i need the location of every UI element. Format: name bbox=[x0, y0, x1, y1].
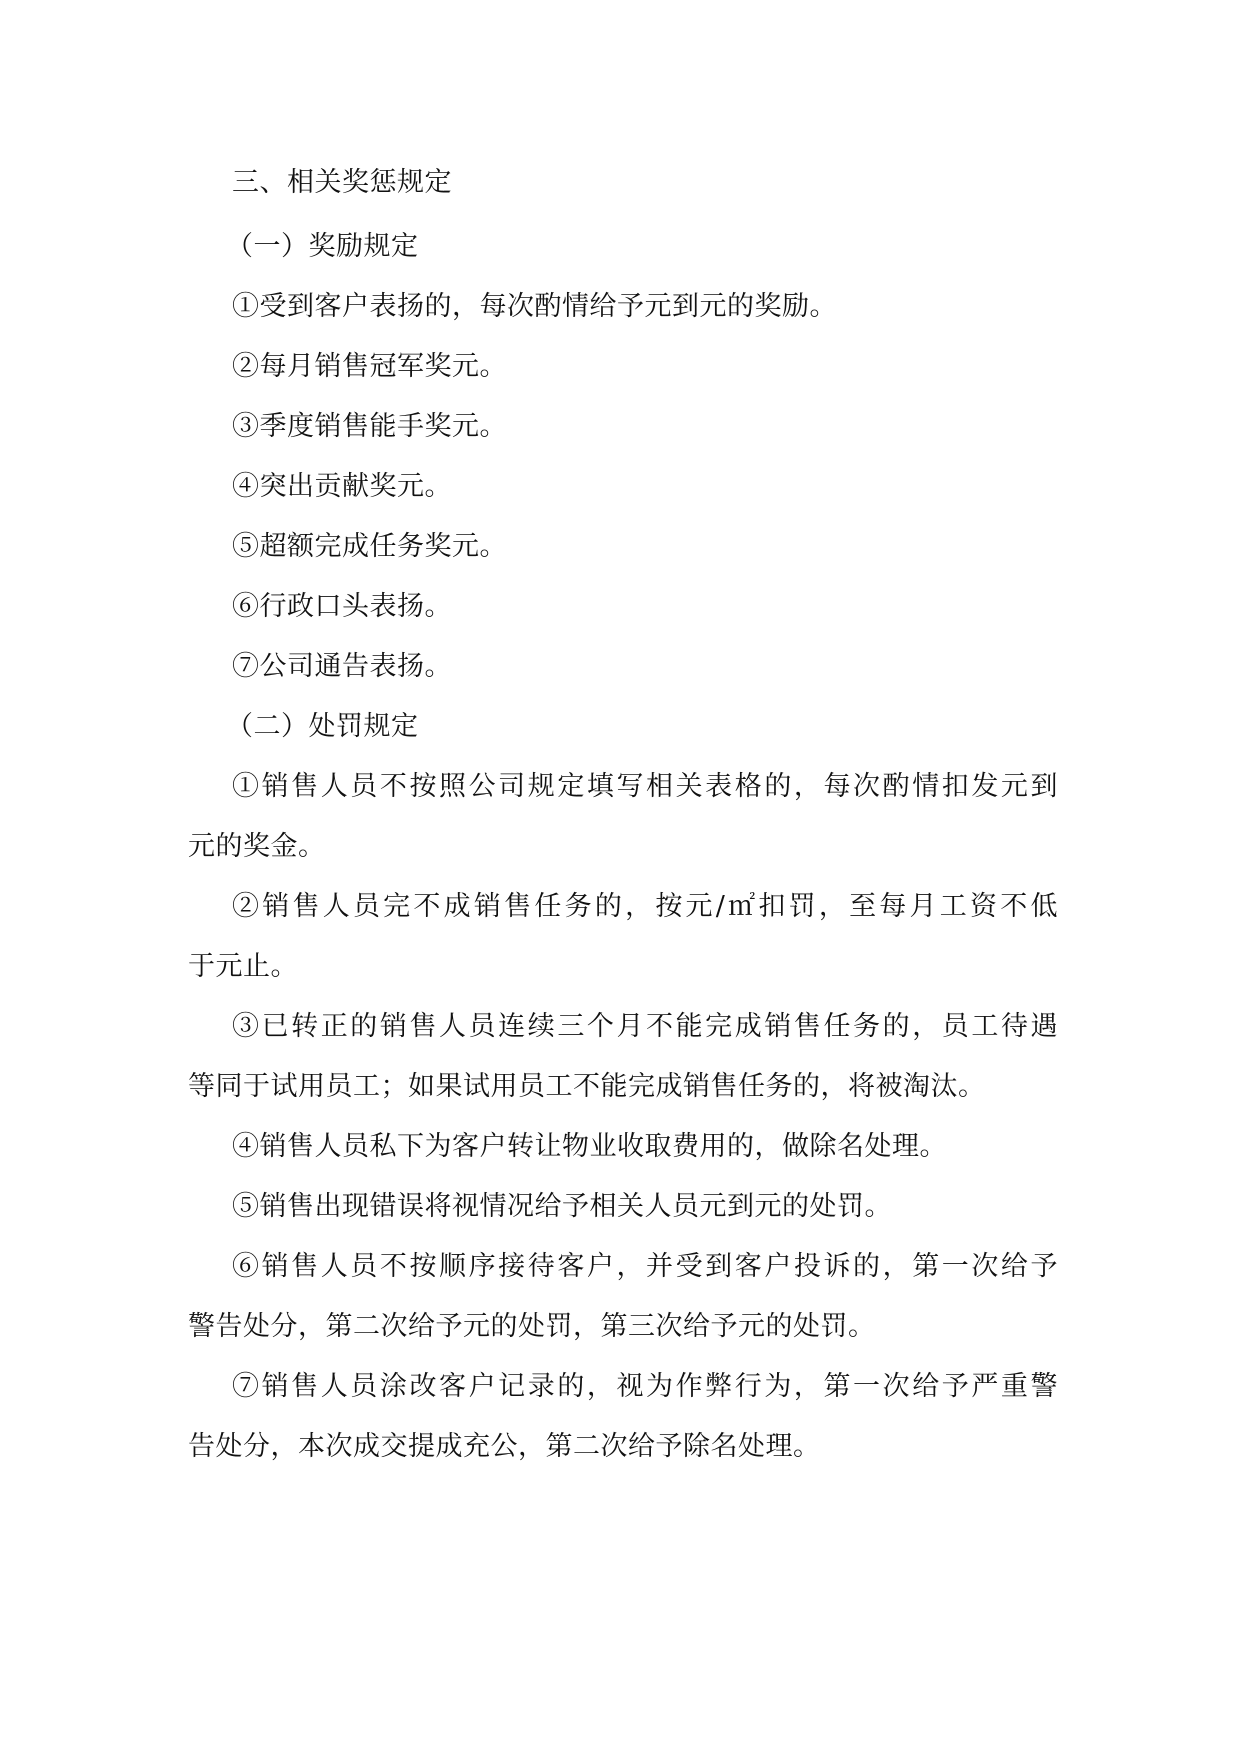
penalty-item-6-line-1: ⑥销售人员不按顺序接待客户，并受到客户投诉的，第一次给予 bbox=[232, 1251, 1058, 1282]
section-title: 三、相关奖惩规定 bbox=[232, 167, 452, 198]
reward-item-6: ⑥行政口头表扬。 bbox=[232, 591, 452, 622]
penalty-item-7-line-2: 告处分，本次成交提成充公，第二次给予除名处理。 bbox=[188, 1431, 821, 1462]
reward-item-7: ⑦公司通告表扬。 bbox=[232, 651, 452, 682]
penalty-item-5: ⑤销售出现错误将视情况给予相关人员元到元的处罚。 bbox=[232, 1191, 892, 1222]
penalty-item-1-line-1: ①销售人员不按照公司规定填写相关表格的，每次酌情扣发元到 bbox=[232, 771, 1058, 802]
reward-item-1: ①受到客户表扬的，每次酌情给予元到元的奖励。 bbox=[232, 291, 837, 322]
penalty-item-2-line-2: 于元止。 bbox=[188, 951, 298, 982]
reward-item-4: ④突出贡献奖元。 bbox=[232, 471, 452, 502]
penalty-item-4: ④销售人员私下为客户转让物业收取费用的，做除名处理。 bbox=[232, 1131, 947, 1162]
reward-item-3: ③季度销售能手奖元。 bbox=[232, 411, 507, 442]
rewards-heading: （一）奖励规定 bbox=[226, 231, 419, 262]
reward-item-2: ②每月销售冠军奖元。 bbox=[232, 351, 507, 382]
penalty-item-6-line-2: 警告处分，第二次给予元的处罚，第三次给予元的处罚。 bbox=[188, 1311, 876, 1342]
penalty-item-1-line-2: 元的奖金。 bbox=[188, 831, 326, 862]
reward-item-5: ⑤超额完成任务奖元。 bbox=[232, 531, 507, 562]
penalty-item-3-line-1: ③已转正的销售人员连续三个月不能完成销售任务的，员工待遇 bbox=[232, 1011, 1058, 1042]
penalty-item-7-line-1: ⑦销售人员涂改客户记录的，视为作弊行为，第一次给予严重警 bbox=[232, 1371, 1058, 1402]
penalties-heading: （二）处罚规定 bbox=[226, 711, 419, 742]
penalty-item-2-line-1: ②销售人员完不成销售任务的，按元/㎡扣罚，至每月工资不低 bbox=[232, 891, 1058, 922]
penalty-item-3-line-2: 等同于试用员工；如果试用员工不能完成销售任务的，将被淘汰。 bbox=[188, 1071, 986, 1102]
